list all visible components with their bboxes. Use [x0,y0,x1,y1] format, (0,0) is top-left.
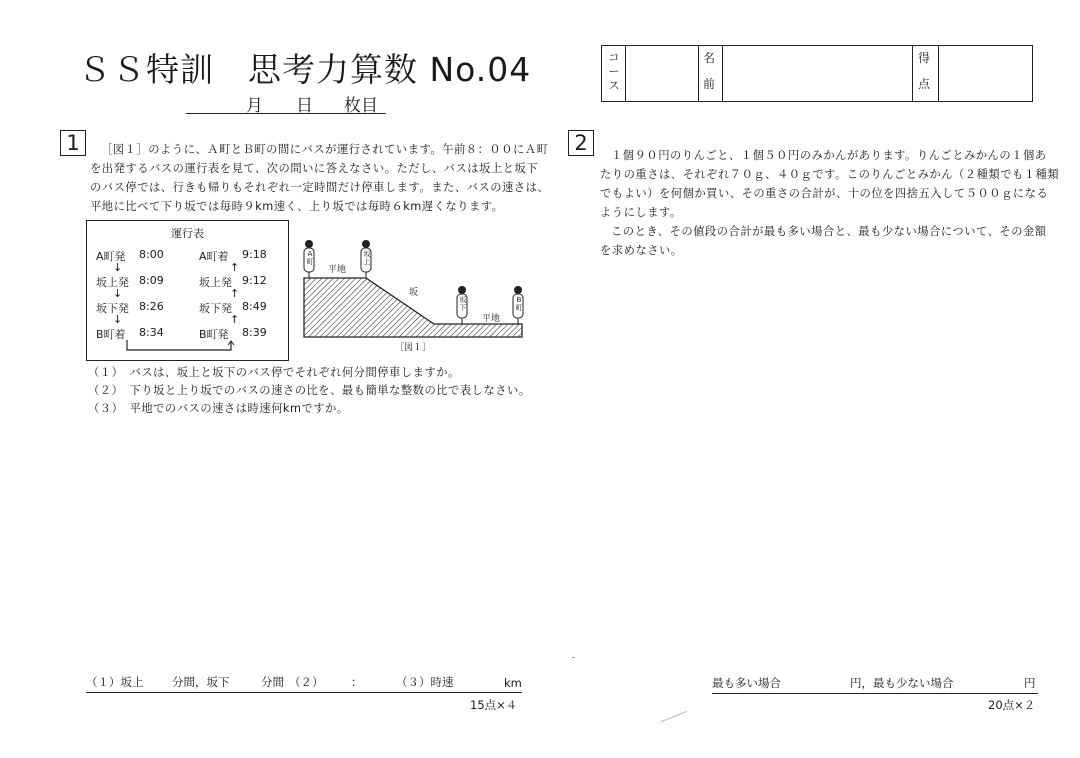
flat-lower-label: 平地 [482,314,501,324]
out-label-4: B町着 [96,328,126,341]
stop-bottom-label: 坂下 [459,296,467,312]
out-time-4: 8:34 [139,326,164,339]
scan-mark [661,711,687,722]
out-time-2: 8:09 [139,274,164,287]
problem-1-questions [88,364,531,418]
name-score-table [601,45,1033,102]
name-label-bottom: 前 [702,77,715,91]
in-time-4: 8:39 [242,326,267,339]
name-label-top: 名 [702,51,715,65]
schedule-table: 運行表 A町発 8:00 ↓ 坂上発 8:09 ↓ 坂下発 8:26 ↓ B町着 8:34 A町着 9:18 ↑ 坂上発 9:12 ↑ 坂下発 8:49 ↑ B町発 8:39 [86,220,289,361]
problem-1-line-1: ［図１］のように、Ａ町とＢ町の間にバスが運行されています。午前８：００にＡ町 [101,143,549,156]
turnaround-bracket [125,340,235,354]
problem-2-points: 20点×２ [988,698,1036,712]
answer-1-prefix: （１）坂上 [86,675,144,689]
problem-2-line-3: でもよい）を何個か買い、その重さの合計が、十の位を四捨五入して５００ｇになる [600,187,1049,200]
answer-unit: 円 [1024,676,1036,690]
answer-most-label: 最も多い場合 [712,676,781,690]
problem-1-text [90,140,549,216]
sheets-label: 枚目 [344,96,378,116]
problem-1-line-3: のバス停では、行きも帰りもそれぞれ一定時間だけ停車します。また、バスの速さは、 [90,181,550,194]
worksheet-title: ＳＳ特訓 思考力算数 No.04 [78,50,532,89]
stop-top-label: 坂上 [363,250,371,266]
problem-2-line-2: たりの重さは、それぞれ７０ｇ、４０ｇです。このりんごとみかん（２種類でも１種類 [600,168,1060,181]
problem-2-line-4: ようにします。 [600,206,682,219]
problem-1-line-4: 平地に比べて下り坂では毎時９km速く、上り坂では毎時６km遅くなります。 [90,200,504,213]
course-label: コース [608,51,620,92]
answer-mid: 円，最も少ない場合 [850,676,954,690]
day-label: 日 [296,96,313,116]
month-label: 月 [246,96,263,116]
answer-2-prefix: （２） [289,675,324,689]
out-label-3: 坂下発 [96,302,129,315]
in-time-3: 8:49 [242,300,267,313]
out-time-3: 8:26 [139,300,164,313]
problem-2-line-5: このとき、その値段の合計が最も多い場合と、最も少ない場合について、その金額 [611,225,1047,238]
schedule-title: 運行表 [171,227,204,240]
problem-2-text [600,146,1059,260]
answer-2-colon: ： [351,675,363,689]
scan-mark [572,657,575,658]
figure-caption: ［図１］ [395,343,432,353]
in-time-2: 9:12 [242,274,267,287]
question-2: （２） 下り坂と上り坂でのバスの速さの比を、最も簡単な整数の比で表しなさい。 [88,384,531,397]
question-1: （１） バスは、坂上と坂下のバス停でそれぞれ何分間停車しますか。 [88,366,460,379]
problem-2-line-6: を求めなさい。 [600,244,683,257]
problem-2-answer-line [712,674,1038,694]
date-line [186,91,386,114]
problem-1-points: 15点×４ [470,698,518,712]
slope-label: 坂 [409,288,419,298]
in-label-4: B町発 [199,328,229,341]
out-label-1: A町発 [96,250,126,263]
answer-1-mid: 分間，坂下 [172,675,230,689]
out-label-2: 坂上発 [96,276,129,289]
out-time-1: 8:00 [139,248,164,261]
in-label-3: 坂下発 [199,302,232,315]
problem-2-line-1: １個９０円のりんごと、１個５０円のみかんがあります。りんごとみかんの１個あ [611,149,1047,162]
score-label-bottom: 点 [917,77,930,91]
flat-upper-label: 平地 [328,265,347,275]
stop-a-label: A町 [306,250,314,266]
problem-2-number: 2 [568,130,594,156]
score-label-top: 得 [917,51,930,65]
problem-1-answer-line [86,673,522,693]
question-3: （３） 平地でのバスの速さは時速何kmですか。 [88,402,349,415]
problem-1-number: 1 [60,130,86,156]
in-label-2: 坂上発 [199,276,232,289]
in-time-1: 9:18 [242,248,267,261]
answer-3-prefix: （３）時速 [396,675,454,689]
stop-b-label: B町 [515,296,523,312]
answer-3-unit: km [504,676,522,690]
answer-1-suffix: 分間 [261,675,284,689]
in-label-1: A町着 [199,250,229,263]
problem-1-line-2: を出発するバスの運行表を見て、次の問いに答えなさい。ただし、バスは坂上と坂下 [90,162,539,175]
